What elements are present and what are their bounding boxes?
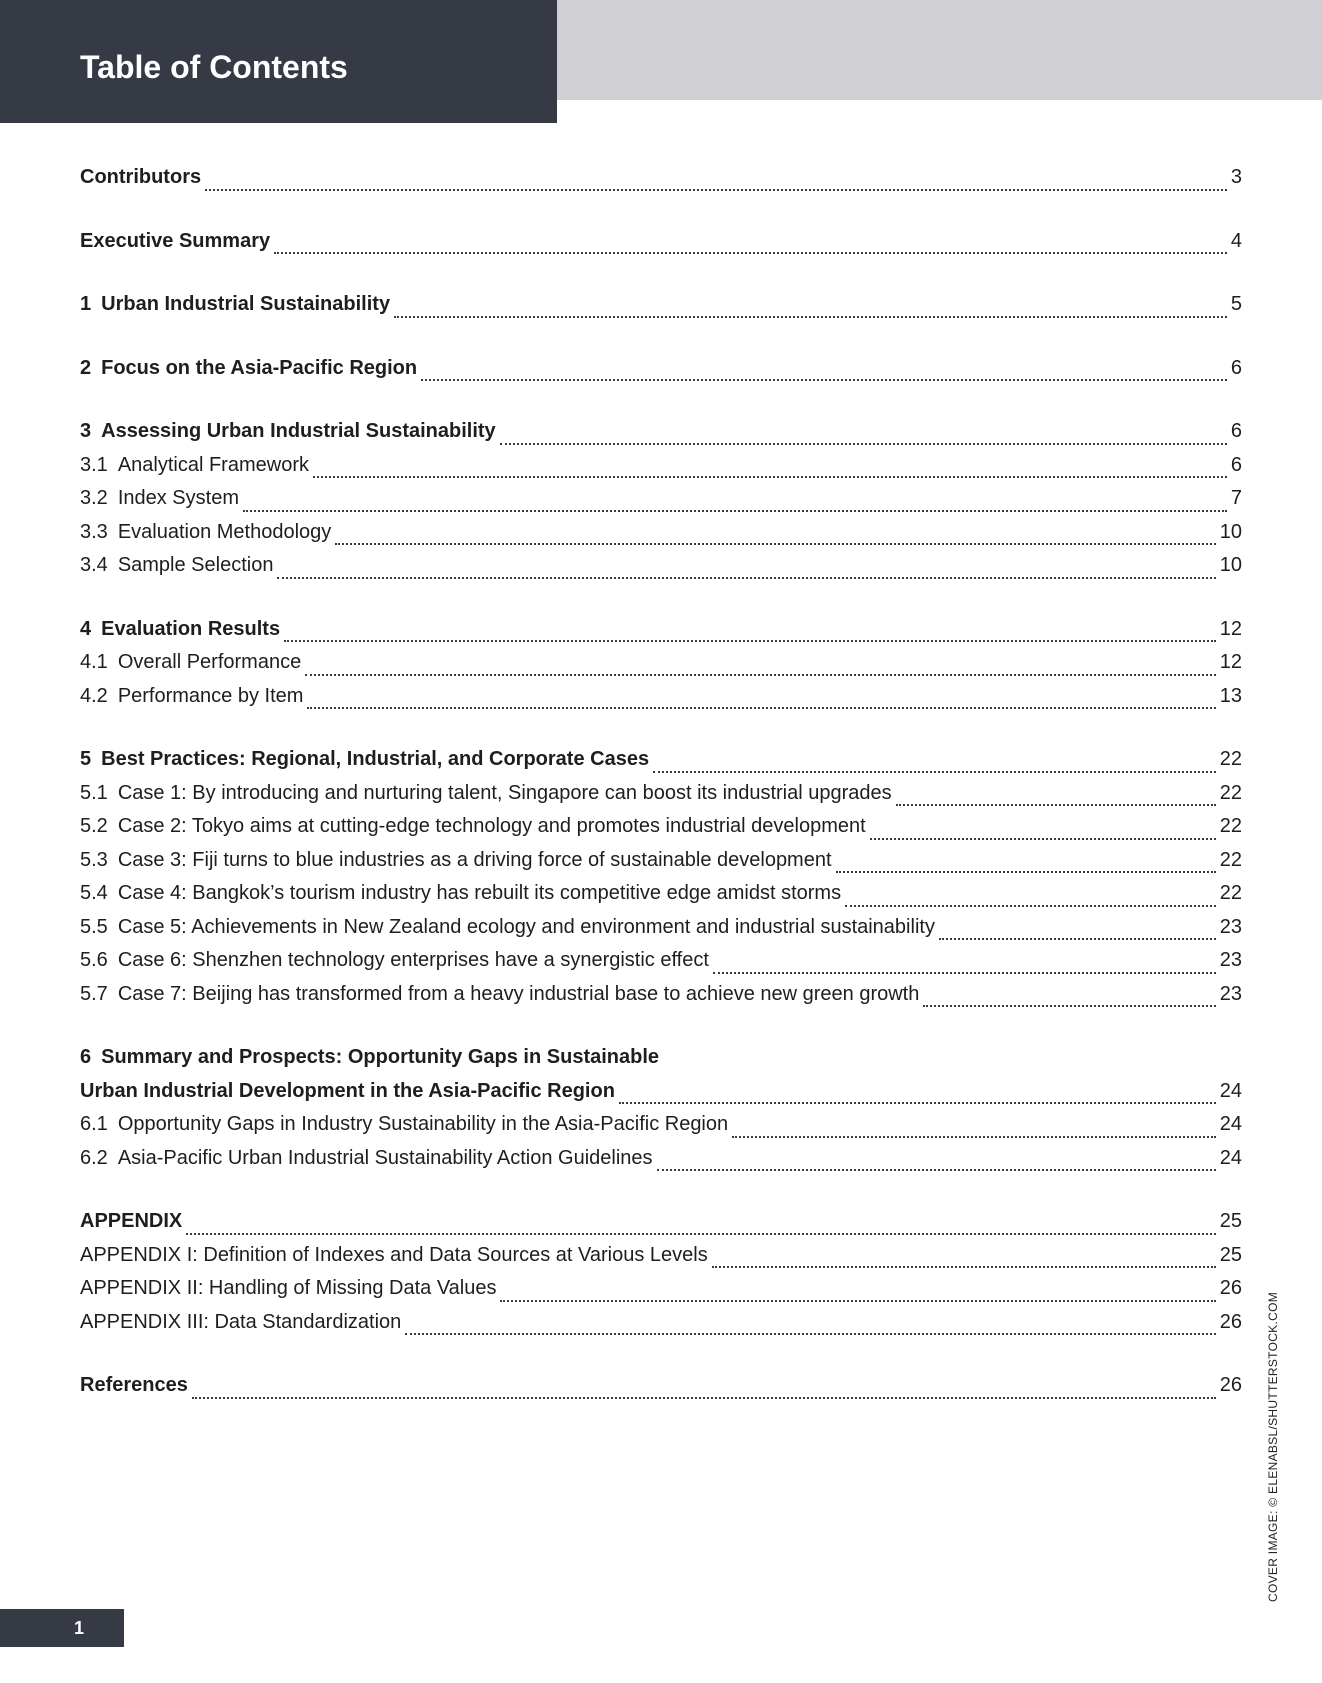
dot-leader [870, 837, 1216, 840]
toc-entry-page: 24 [1219, 1113, 1242, 1135]
toc-entry-section-5[interactable] [80, 743, 1242, 777]
toc-entry-executive-summary[interactable] [80, 225, 1242, 259]
toc-entry-number: 6.2 [80, 1146, 108, 1169]
toc-entry-label: References [80, 1374, 188, 1396]
dot-leader [307, 706, 1215, 709]
toc-entry-section-6[interactable] [80, 1075, 1242, 1109]
toc-entry-number: 5.1 [80, 781, 108, 804]
toc-entry-number: 3.2 [80, 487, 108, 509]
dot-leader [712, 1265, 1216, 1268]
toc-entry-label: Focus on the Asia-Pacific Region [101, 356, 418, 379]
toc-entry-label: Overall Performance [117, 651, 302, 673]
header-title-box [0, 0, 557, 123]
toc-entry-number: 3.4 [80, 554, 108, 576]
toc-entry-section-5-5[interactable] [80, 911, 1242, 945]
toc-entry-number: 2 [80, 356, 92, 379]
toc-entry-section-6-2[interactable] [80, 1142, 1242, 1176]
toc-entry-number: 5 [80, 748, 92, 770]
toc-entry-section-5-2[interactable] [80, 810, 1242, 844]
toc-entry-references[interactable] [80, 1369, 1242, 1403]
toc-entry-section-3-4[interactable] [80, 549, 1242, 583]
toc-entry-section-2[interactable] [80, 352, 1242, 386]
toc-entry-page: 26 [1219, 1310, 1242, 1333]
toc-entry-label: Case 7: Beijing has transformed from a heavy industrial base to achieve new green growth [117, 982, 920, 1005]
dot-leader [394, 315, 1227, 318]
toc-entry-label: Assessing Urban Industrial Sustainability [101, 420, 496, 442]
toc-entry-number: 5.6 [80, 949, 108, 971]
toc-entry-page: 22 [1219, 882, 1242, 904]
toc-entry-label: APPENDIX [80, 1210, 183, 1232]
dot-leader [186, 1232, 1216, 1235]
toc-entry-appendix-3[interactable] [80, 1306, 1242, 1340]
dot-leader [657, 1168, 1216, 1171]
dot-leader [313, 475, 1227, 478]
toc-entry-appendix[interactable] [80, 1205, 1242, 1239]
toc-entry-label: Urban Industrial Development in the Asia-Pacific Region [80, 1079, 615, 1102]
toc-entry-page: 4 [1230, 229, 1242, 252]
toc-entry-section-5-7[interactable] [80, 978, 1242, 1012]
toc-entry-page: 22 [1219, 748, 1242, 770]
toc-entry-page: 10 [1219, 520, 1242, 543]
toc-entry-page: 6 [1230, 356, 1242, 379]
toc-entry-page: 6 [1230, 453, 1242, 476]
toc-entry-section-6-1[interactable] [80, 1108, 1242, 1142]
toc-entry-section-3-1[interactable] [80, 449, 1242, 483]
page-title: Table of Contents [80, 49, 348, 85]
toc-entry-number: 6 [80, 1046, 92, 1068]
toc-entry-label: Sample Selection [117, 554, 274, 576]
toc-entry-label: Evaluation Methodology [117, 520, 332, 543]
toc-entry-number: 5.2 [80, 815, 108, 837]
dot-leader [896, 803, 1216, 806]
dot-leader [305, 673, 1216, 676]
toc-entry-page: 10 [1219, 554, 1242, 576]
toc-entry-number: 3 [80, 420, 92, 442]
toc-entry-number: 5.3 [80, 848, 108, 871]
toc-entry-label: Case 3: Fiji turns to blue industries as a driving force of sustainable development [117, 848, 832, 871]
toc-entry-appendix-1[interactable] [80, 1239, 1242, 1273]
toc-entry-section-1[interactable] [80, 288, 1242, 322]
dot-leader [500, 442, 1227, 445]
toc-entry-label: APPENDIX III: Data Standardization [80, 1310, 402, 1333]
toc-entry-label: Index System [117, 487, 239, 509]
dot-leader [836, 870, 1216, 873]
toc-entry-page: 12 [1219, 617, 1242, 640]
toc-entry-label: Asia-Pacific Urban Industrial Sustainability Action Guidelines [117, 1146, 653, 1169]
toc-entry-number: 4.1 [80, 651, 108, 673]
toc-entry-page: 22 [1219, 848, 1242, 871]
toc-entry-page: 5 [1230, 293, 1242, 315]
toc-entry-number: 1 [80, 293, 92, 315]
dot-leader [421, 378, 1227, 381]
toc-entry-label: APPENDIX II: Handling of Missing Data Values [80, 1277, 497, 1299]
toc-entry-label: Evaluation Results [101, 617, 281, 640]
dot-leader [500, 1299, 1215, 1302]
dot-leader [619, 1101, 1216, 1104]
toc-entry-section-3-3[interactable] [80, 516, 1242, 550]
toc-entry-section-6-line1[interactable] [80, 1041, 1242, 1075]
dot-leader [274, 251, 1227, 254]
toc-entry-page: 23 [1219, 949, 1242, 971]
toc-entry-label: Summary and Prospects: Opportunity Gaps in Sustainable [101, 1046, 660, 1068]
toc-entry-number: 5.4 [80, 882, 108, 904]
toc-entry-label: Case 6: Shenzhen technology enterprises have a synergistic effect [117, 949, 709, 971]
toc-entry-label: Best Practices: Regional, Industrial, and Corporate Cases [101, 748, 650, 770]
toc-entry-label: Urban Industrial Sustainability [101, 293, 391, 315]
toc-entry-number: 5.5 [80, 915, 108, 938]
dot-leader [939, 937, 1216, 940]
toc-entry-number: 5.7 [80, 982, 108, 1005]
toc-entry-label: Case 4: Bangkok’s tourism industry has rebuilt its competitive edge amidst storms [117, 882, 842, 904]
toc-entry-page: 25 [1219, 1210, 1242, 1232]
toc-entry-number: 4.2 [80, 684, 108, 707]
toc-entry-label: Performance by Item [117, 684, 304, 707]
dot-leader [923, 1004, 1215, 1007]
toc-entry-number: 4 [80, 617, 92, 640]
dot-leader [335, 542, 1215, 545]
toc-entry-page: 3 [1230, 166, 1242, 188]
dot-leader [192, 1396, 1216, 1399]
toc-entry-page: 23 [1219, 915, 1242, 938]
toc-entry-section-4[interactable] [80, 613, 1242, 647]
toc-entry-page: 7 [1230, 487, 1242, 509]
dot-leader [277, 576, 1215, 579]
page-number-box [0, 1609, 124, 1647]
toc-entry-label: Analytical Framework [117, 453, 309, 476]
toc-entry-page: 23 [1219, 982, 1242, 1005]
dot-leader [405, 1332, 1215, 1335]
toc-entry-section-4-1[interactable] [80, 646, 1242, 680]
toc-entry-page: 24 [1219, 1146, 1242, 1169]
toc-entry-section-4-2[interactable] [80, 680, 1242, 714]
dot-leader [205, 188, 1227, 191]
toc-entry-section-5-1[interactable] [80, 777, 1242, 811]
toc-entry-page: 13 [1219, 684, 1242, 707]
toc-entry-section-5-6[interactable] [80, 944, 1242, 978]
toc-entry-section-3[interactable] [80, 415, 1242, 449]
toc-entry-number: 3.1 [80, 453, 108, 476]
dot-leader [713, 971, 1216, 974]
dot-leader [845, 904, 1216, 907]
toc-entry-number: 6.1 [80, 1113, 108, 1135]
toc-entry-page: 22 [1219, 815, 1242, 837]
cover-image-credit: COVER IMAGE: © ELENABSL/SHUTTERSTOCK.COM [1266, 1291, 1280, 1602]
toc-entry-label: Executive Summary [80, 229, 271, 252]
toc-entry-label: Case 2: Tokyo aims at cutting-edge technology and promotes industrial development [117, 815, 866, 837]
dot-leader [243, 509, 1227, 512]
toc-entry-label: Case 5: Achievements in New Zealand ecology and environment and industrial sustainability [117, 915, 935, 938]
toc-entry-contributors[interactable] [80, 161, 1242, 195]
toc-entry-section-3-2[interactable] [80, 482, 1242, 516]
dot-leader [653, 770, 1216, 773]
toc-entry-appendix-2[interactable] [80, 1272, 1242, 1306]
toc-entry-page: 12 [1219, 651, 1242, 673]
toc-entry-page: 6 [1230, 420, 1242, 442]
toc-entry-section-5-3[interactable] [80, 844, 1242, 878]
toc-entry-section-5-4[interactable] [80, 877, 1242, 911]
toc-entry-page: 22 [1219, 781, 1242, 804]
toc-entry-page: 26 [1219, 1374, 1242, 1396]
toc-entry-page: 25 [1219, 1243, 1242, 1266]
table-of-contents [80, 161, 1242, 1403]
toc-entry-number: 3.3 [80, 520, 108, 543]
dot-leader [732, 1135, 1216, 1138]
toc-entry-label: Case 1: By introducing and nurturing talent, Singapore can boost its industrial upgrades [117, 781, 892, 804]
toc-entry-label: Opportunity Gaps in Industry Sustainability in the Asia-Pacific Region [117, 1113, 729, 1135]
toc-entry-page: 24 [1219, 1079, 1242, 1102]
dot-leader [284, 639, 1216, 642]
toc-entry-page: 26 [1219, 1277, 1242, 1299]
toc-entry-label: Contributors [80, 166, 202, 188]
page-number: 1 [74, 1618, 85, 1638]
toc-entry-label: APPENDIX I: Definition of Indexes and Data Sources at Various Levels [80, 1243, 708, 1266]
